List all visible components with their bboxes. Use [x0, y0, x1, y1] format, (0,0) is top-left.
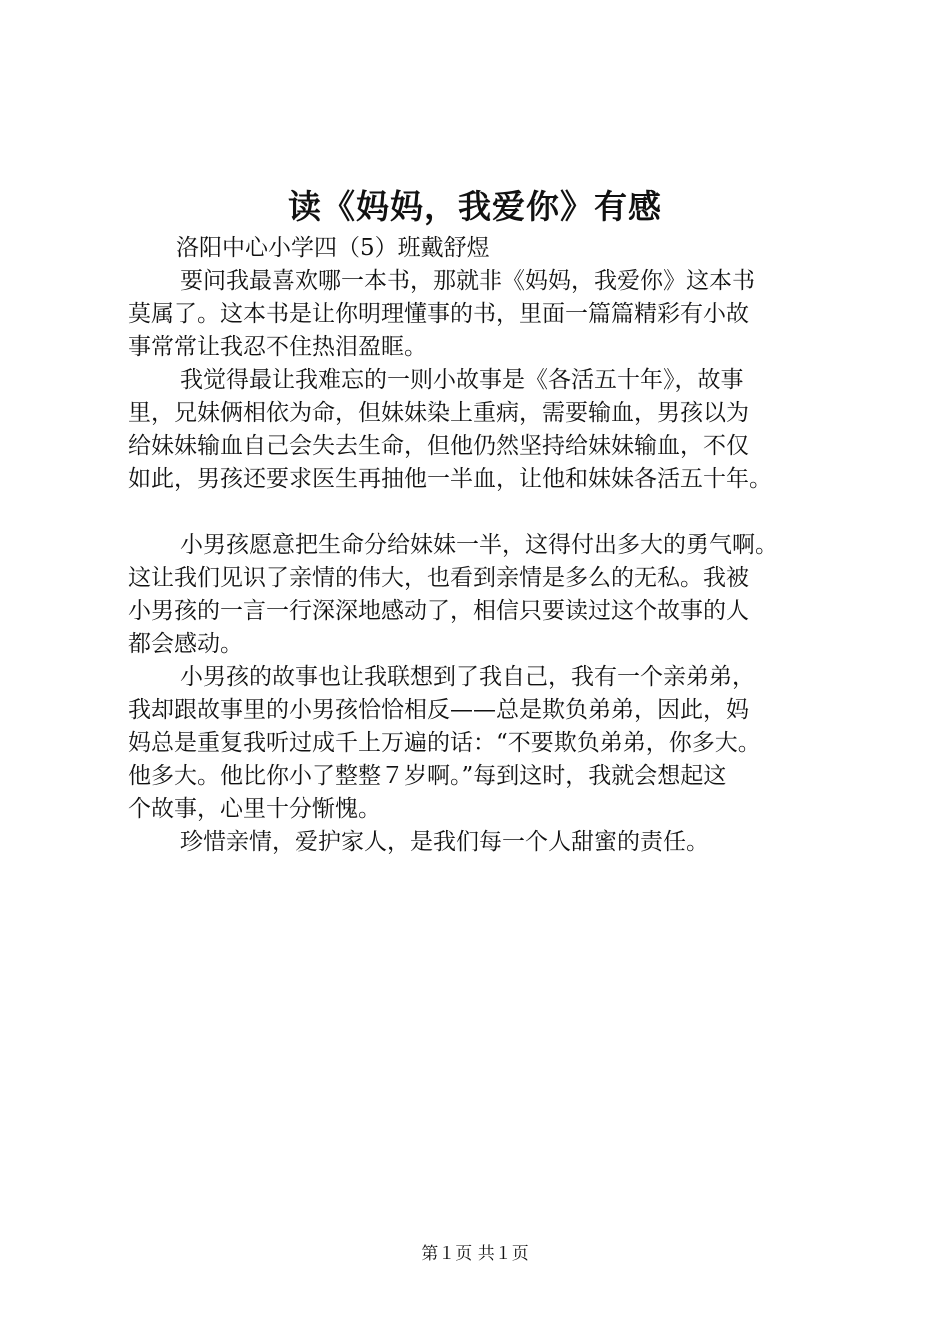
- paragraph-2: [128, 364, 848, 496]
- text-line: 莫属了。这本书是让你明理懂事的书，里面一篇篇精彩有小故: [128, 301, 749, 327]
- text-line: 个故事，心里十分惭愧。: [128, 796, 381, 822]
- text-line: 小男孩的故事也让我联想到了我自己，我有一个亲弟弟，: [180, 664, 755, 690]
- paragraph-4: [128, 661, 848, 826]
- text-line: 给妹妹输血自己会失去生命，但他仍然坚持给妹妹输血，不仅: [128, 433, 749, 459]
- page-footer: 第１页 共１页: [421, 1244, 529, 1264]
- text-line: 如此，男孩还要求医生再抽他一半血，让他和妹妹各活五十年。: [128, 466, 772, 492]
- text-line: 小男孩的一言一行深深地感动了，相信只要读过这个故事的人: [128, 598, 749, 624]
- text-line: 小男孩愿意把生命分给妹妹一半，这得付出多大的勇气啊。: [180, 532, 778, 558]
- text-line: 珍惜亲情，爱护家人，是我们每一个人甜蜜的责任。: [180, 829, 709, 855]
- text-line: 事常常让我忍不住热泪盈眶。: [128, 334, 427, 360]
- paragraph-spacer: [128, 496, 848, 529]
- paragraph-3: [128, 529, 848, 661]
- text-line: 我却跟故事里的小男孩恰恰相反——总是欺负弟弟，因此，妈: [128, 697, 749, 723]
- text-line: 里，兄妹俩相依为命，但妹妹染上重病，需要输血，男孩以为: [128, 400, 749, 426]
- text-line: 我觉得最让我难忘的一则小故事是《各活五十年》，故事: [180, 367, 744, 393]
- paragraph-1: [128, 265, 848, 364]
- document-body: [128, 232, 848, 859]
- text-line: 妈总是重复我听过成千上万遍的话：“不要欺负弟弟，你多大。: [128, 730, 761, 756]
- text-line: 这让我们见识了亲情的伟大，也看到亲情是多么的无私。我被: [128, 565, 749, 591]
- author-line: 洛阳中心小学四（5）班戴舒煜: [176, 235, 490, 261]
- text-line: 要问我最喜欢哪一本书，那就非《妈妈，我爱你》这本书: [180, 268, 755, 294]
- paragraph-5: [128, 826, 848, 859]
- document-title: 读《妈妈，我爱你》有感: [288, 187, 662, 226]
- text-line: 他多大。他比你小了整整７岁啊。”每到这时，我就会想起这: [128, 763, 727, 789]
- text-line: 都会感动。: [128, 631, 243, 657]
